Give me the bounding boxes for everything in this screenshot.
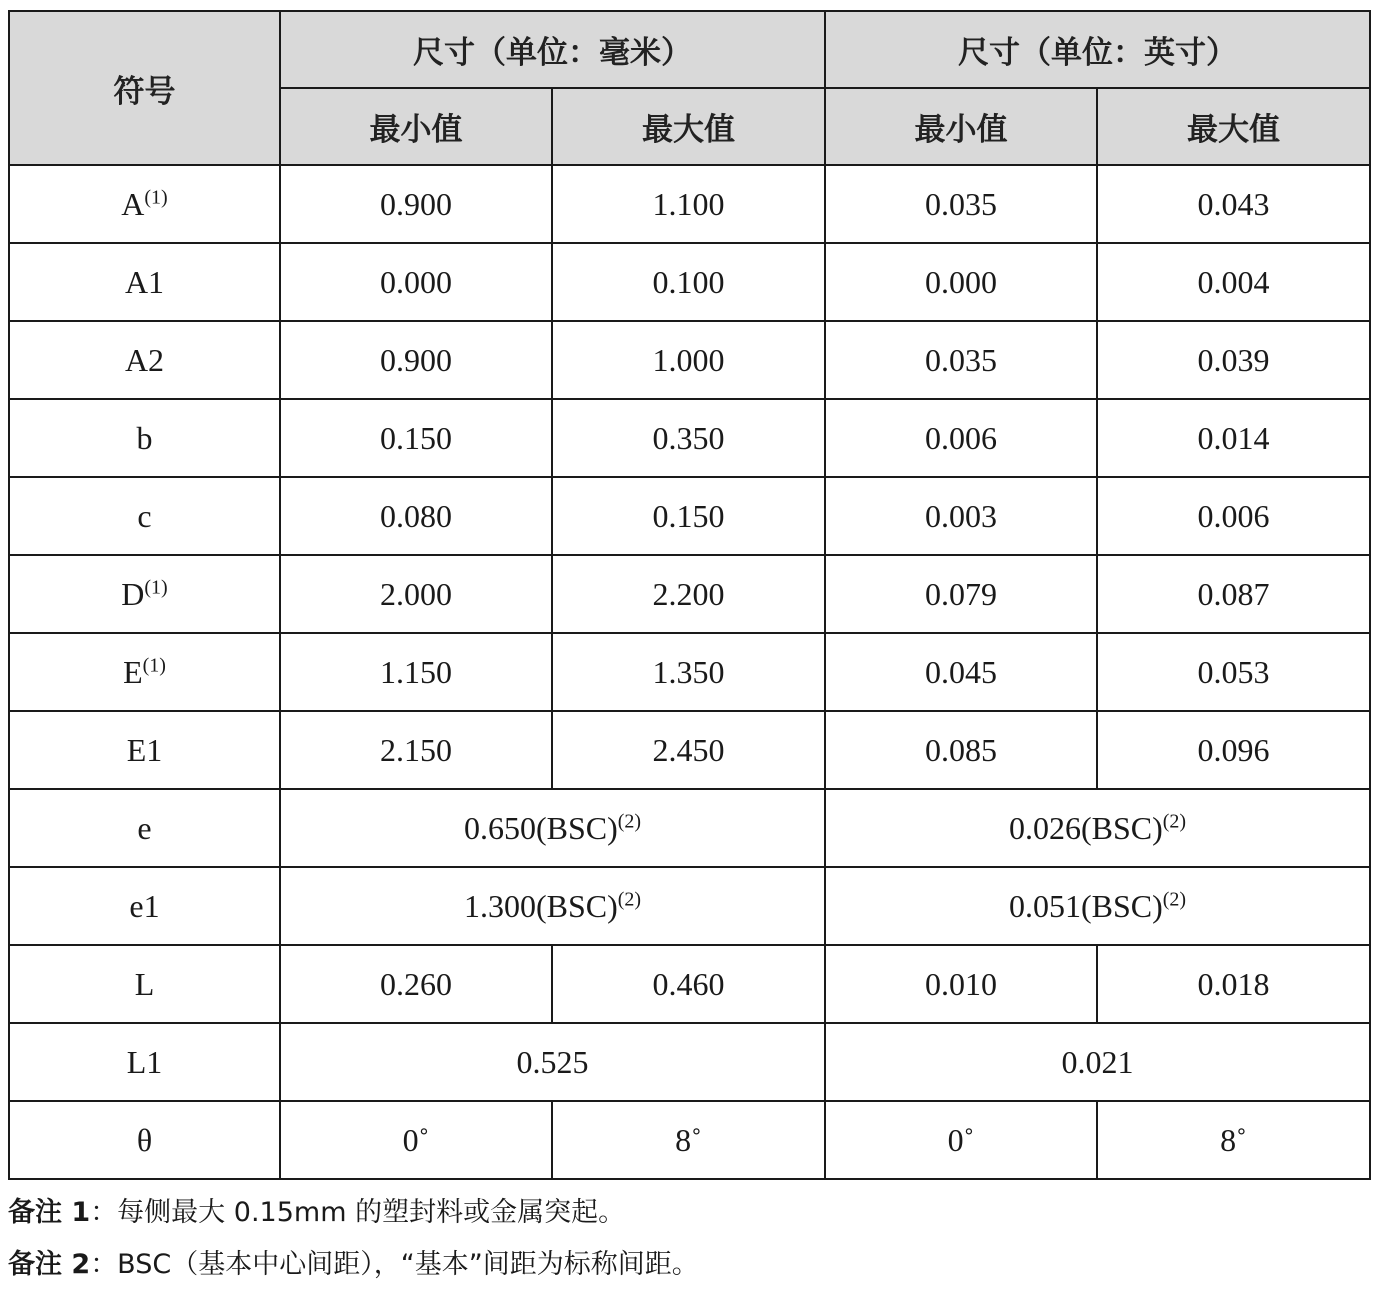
mm-min-cell bbox=[280, 321, 552, 399]
mm-span-cell-value: 1.300(BSC) bbox=[463, 887, 618, 924]
symbol-cell-value: E bbox=[123, 653, 143, 690]
inch-max-cell bbox=[1097, 633, 1370, 711]
table-body bbox=[9, 165, 1370, 1179]
mm-max-cell bbox=[552, 945, 825, 1023]
mm-min-cell-value: 2.000 bbox=[380, 575, 452, 612]
symbol-cell-value: L bbox=[134, 965, 155, 1002]
mm-max-cell-value: 0.350 bbox=[652, 419, 725, 456]
mm-min-cell-value: 0.900 bbox=[380, 185, 452, 222]
note-1-text: ：每侧最大 0.15mm 的塑封料或金属突起。 bbox=[90, 1197, 626, 1228]
inch-min-cell-value: 0.006 bbox=[925, 419, 997, 456]
mm-span-cell-footnote-ref: (2) bbox=[617, 887, 642, 910]
inch-max-cell bbox=[1097, 399, 1370, 477]
mm-max-cell-value: 0.150 bbox=[652, 497, 725, 534]
mm-max-cell bbox=[552, 1101, 825, 1179]
inch-min-cell bbox=[825, 555, 1097, 633]
inch-min-cell bbox=[825, 165, 1097, 243]
symbol-cell bbox=[9, 945, 280, 1023]
note-1-label: 备注 1 bbox=[8, 1197, 91, 1228]
mm-min-cell bbox=[280, 477, 552, 555]
symbol-cell-value: A1 bbox=[124, 263, 165, 300]
note-1 bbox=[8, 1190, 1370, 1242]
symbol-cell-value: θ bbox=[136, 1121, 153, 1158]
symbol-cell-value: b bbox=[136, 419, 153, 456]
mm-min-cell bbox=[280, 165, 552, 243]
mm-min-cell bbox=[280, 399, 552, 477]
inch-span-cell-footnote-ref: (2) bbox=[1162, 809, 1187, 832]
mm-min-cell-value: 0˚ bbox=[402, 1121, 430, 1158]
mm-min-cell-value: 0.150 bbox=[380, 419, 452, 456]
header-mm-min: 最小值 bbox=[280, 88, 552, 165]
mm-span-cell-footnote-ref: (2) bbox=[617, 809, 642, 832]
symbol-cell-value: A2 bbox=[124, 341, 165, 378]
mm-min-cell bbox=[280, 555, 552, 633]
symbol-cell-footnote-ref: (1) bbox=[144, 185, 168, 208]
symbol-cell bbox=[9, 633, 280, 711]
inch-span-cell bbox=[825, 867, 1370, 945]
mm-min-cell-value: 1.150 bbox=[380, 653, 452, 690]
inch-min-cell bbox=[825, 477, 1097, 555]
symbol-cell bbox=[9, 867, 280, 945]
table-row bbox=[9, 1023, 1370, 1101]
mm-min-cell-value: 0.260 bbox=[380, 965, 452, 1002]
mm-min-cell bbox=[280, 945, 552, 1023]
inch-max-cell-value: 0.087 bbox=[1197, 575, 1270, 612]
symbol-cell bbox=[9, 555, 280, 633]
inch-max-cell bbox=[1097, 243, 1370, 321]
symbol-cell-footnote-ref: (1) bbox=[142, 653, 166, 676]
symbol-cell bbox=[9, 399, 280, 477]
symbol-cell-value: e1 bbox=[129, 887, 160, 924]
inch-max-cell-value: 0.018 bbox=[1197, 965, 1270, 1002]
symbol-cell bbox=[9, 477, 280, 555]
inch-max-cell bbox=[1097, 1101, 1370, 1179]
header-group-inch: 尺寸（单位：英寸） bbox=[825, 11, 1370, 88]
mm-max-cell bbox=[552, 555, 825, 633]
mm-span-cell-value: 0.525 bbox=[516, 1043, 589, 1080]
symbol-cell-footnote-ref: (1) bbox=[144, 575, 168, 598]
table-row bbox=[9, 399, 1370, 477]
table-row bbox=[9, 867, 1370, 945]
symbol-cell bbox=[9, 321, 280, 399]
symbol-cell bbox=[9, 789, 280, 867]
mm-max-cell-value: 8˚ bbox=[675, 1121, 702, 1158]
inch-max-cell-value: 0.004 bbox=[1197, 263, 1270, 300]
mm-span-cell-value: 0.650(BSC) bbox=[463, 809, 618, 846]
inch-span-cell-footnote-ref: (2) bbox=[1162, 887, 1187, 910]
symbol-cell-value: L1 bbox=[126, 1043, 163, 1080]
inch-max-cell-value: 0.053 bbox=[1197, 653, 1270, 690]
inch-max-cell bbox=[1097, 555, 1370, 633]
header-group-mm: 尺寸（单位：毫米） bbox=[280, 11, 825, 88]
inch-max-cell bbox=[1097, 165, 1370, 243]
mm-max-cell-value: 0.460 bbox=[652, 965, 725, 1002]
inch-min-cell bbox=[825, 399, 1097, 477]
dimension-table-container bbox=[8, 10, 1370, 1180]
mm-max-cell bbox=[552, 399, 825, 477]
mm-min-cell bbox=[280, 1101, 552, 1179]
symbol-cell bbox=[9, 243, 280, 321]
inch-span-cell bbox=[825, 789, 1370, 867]
table-row bbox=[9, 789, 1370, 867]
mm-span-cell bbox=[280, 1023, 825, 1101]
inch-max-cell-value: 0.014 bbox=[1197, 419, 1270, 456]
mm-min-cell-value: 0.080 bbox=[380, 497, 452, 534]
table-row bbox=[9, 633, 1370, 711]
inch-min-cell-value: 0.035 bbox=[925, 185, 997, 222]
inch-max-cell bbox=[1097, 477, 1370, 555]
mm-max-cell bbox=[552, 243, 825, 321]
mm-max-cell-value: 2.200 bbox=[652, 575, 725, 612]
symbol-cell bbox=[9, 1023, 280, 1101]
inch-min-cell-value: 0.000 bbox=[925, 263, 997, 300]
symbol-cell bbox=[9, 711, 280, 789]
table-row bbox=[9, 1101, 1370, 1179]
table-row bbox=[9, 321, 1370, 399]
header-inch-max: 最大值 bbox=[1097, 88, 1370, 165]
inch-min-cell bbox=[825, 633, 1097, 711]
mm-min-cell bbox=[280, 633, 552, 711]
mm-min-cell-value: 0.900 bbox=[380, 341, 452, 378]
note-2-label: 备注 2 bbox=[8, 1249, 91, 1280]
inch-min-cell-value: 0˚ bbox=[947, 1121, 975, 1158]
symbol-cell-value: E1 bbox=[126, 731, 163, 768]
notes-section bbox=[8, 1190, 1370, 1294]
inch-max-cell-value: 0.043 bbox=[1197, 185, 1270, 222]
mm-max-cell bbox=[552, 633, 825, 711]
inch-max-cell bbox=[1097, 945, 1370, 1023]
symbol-cell bbox=[9, 165, 280, 243]
inch-min-cell-value: 0.035 bbox=[925, 341, 997, 378]
symbol-cell-value: e bbox=[137, 809, 152, 846]
inch-min-cell bbox=[825, 1101, 1097, 1179]
inch-min-cell bbox=[825, 711, 1097, 789]
mm-max-cell bbox=[552, 321, 825, 399]
inch-min-cell-value: 0.085 bbox=[925, 731, 997, 768]
mm-max-cell-value: 1.350 bbox=[652, 653, 725, 690]
table-row bbox=[9, 555, 1370, 633]
inch-max-cell-value: 0.039 bbox=[1197, 341, 1270, 378]
mm-max-cell-value: 1.000 bbox=[652, 341, 725, 378]
mm-min-cell bbox=[280, 243, 552, 321]
inch-span-cell-value: 0.021 bbox=[1061, 1043, 1134, 1080]
header-inch-min: 最小值 bbox=[825, 88, 1097, 165]
inch-span-cell-value: 0.051(BSC) bbox=[1008, 887, 1163, 924]
inch-max-cell bbox=[1097, 711, 1370, 789]
mm-min-cell bbox=[280, 711, 552, 789]
inch-max-cell-value: 0.096 bbox=[1197, 731, 1270, 768]
table-row bbox=[9, 711, 1370, 789]
mm-span-cell bbox=[280, 867, 825, 945]
note-2 bbox=[8, 1242, 1370, 1294]
inch-min-cell-value: 0.045 bbox=[925, 653, 997, 690]
mm-span-cell bbox=[280, 789, 825, 867]
package-dimension-table bbox=[8, 10, 1371, 1180]
table-row bbox=[9, 477, 1370, 555]
mm-max-cell bbox=[552, 165, 825, 243]
mm-min-cell-value: 0.000 bbox=[380, 263, 452, 300]
symbol-cell-value: c bbox=[137, 497, 152, 534]
note-2-text: ：BSC（基本中心间距），“基本”间距为标称间距。 bbox=[90, 1249, 699, 1280]
inch-span-cell-value: 0.026(BSC) bbox=[1008, 809, 1163, 846]
inch-min-cell bbox=[825, 321, 1097, 399]
inch-max-cell bbox=[1097, 321, 1370, 399]
inch-min-cell bbox=[825, 243, 1097, 321]
symbol-cell bbox=[9, 1101, 280, 1179]
inch-min-cell-value: 0.010 bbox=[925, 965, 997, 1002]
header-mm-max: 最大值 bbox=[552, 88, 825, 165]
symbol-cell-value: A bbox=[121, 185, 145, 222]
table-header bbox=[9, 11, 1370, 165]
inch-min-cell bbox=[825, 945, 1097, 1023]
symbol-cell-value: D bbox=[121, 575, 145, 612]
inch-max-cell-value: 8˚ bbox=[1220, 1121, 1247, 1158]
inch-min-cell-value: 0.079 bbox=[925, 575, 997, 612]
mm-max-cell-value: 2.450 bbox=[652, 731, 725, 768]
inch-span-cell bbox=[825, 1023, 1370, 1101]
table-row bbox=[9, 243, 1370, 321]
mm-max-cell-value: 1.100 bbox=[652, 185, 725, 222]
mm-min-cell-value: 2.150 bbox=[380, 731, 452, 768]
mm-max-cell-value: 0.100 bbox=[652, 263, 725, 300]
header-symbol: 符号 bbox=[9, 11, 280, 165]
mm-max-cell bbox=[552, 477, 825, 555]
table-row bbox=[9, 945, 1370, 1023]
inch-max-cell-value: 0.006 bbox=[1197, 497, 1270, 534]
inch-min-cell-value: 0.003 bbox=[925, 497, 997, 534]
mm-max-cell bbox=[552, 711, 825, 789]
table-row bbox=[9, 165, 1370, 243]
